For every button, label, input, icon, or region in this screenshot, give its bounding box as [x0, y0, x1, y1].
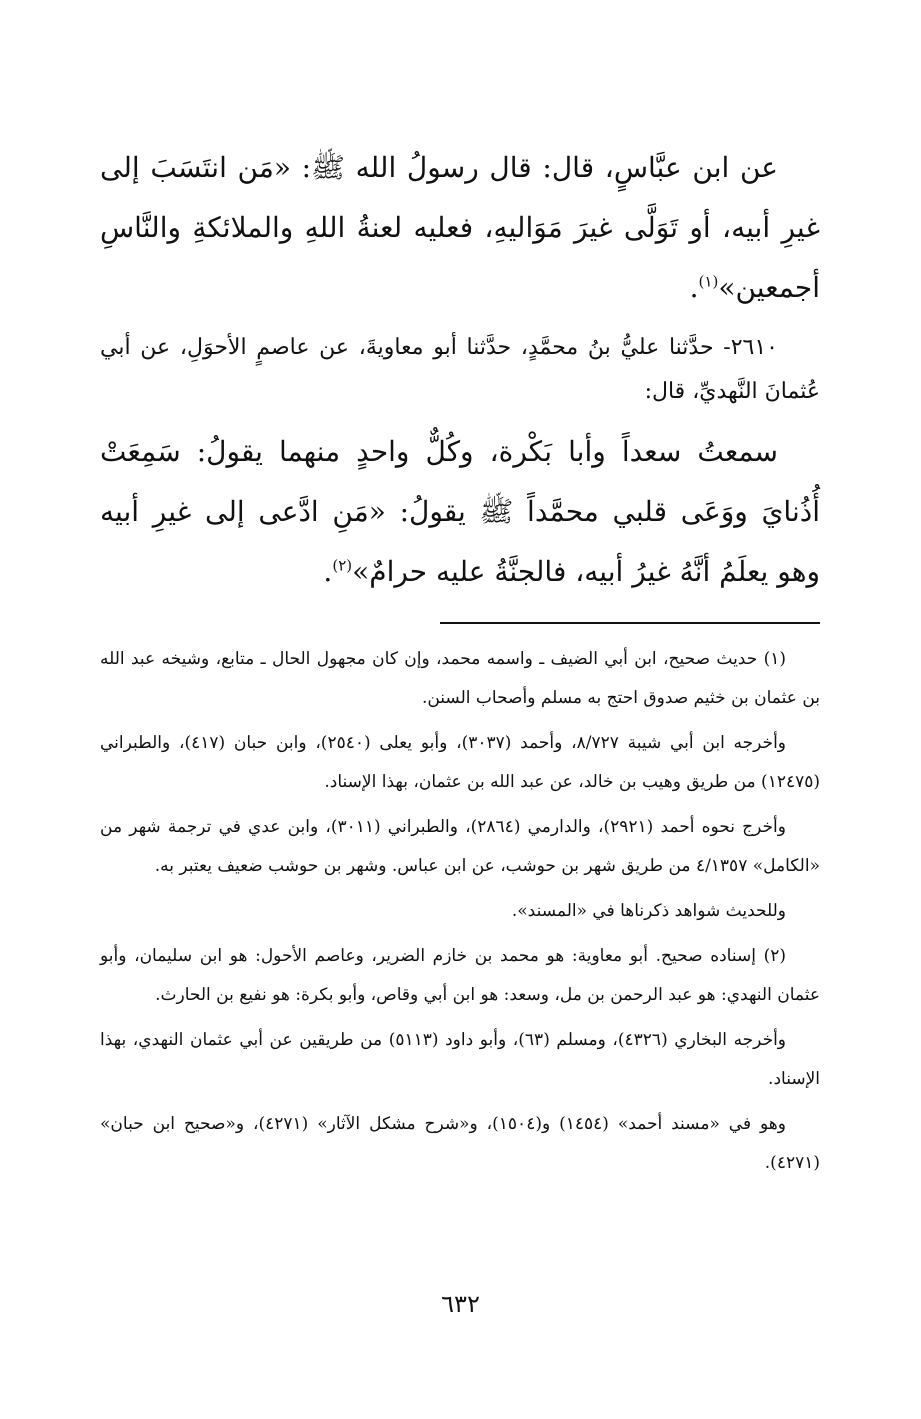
footnote-ref-1[interactable]: (١)	[698, 272, 719, 291]
footnote-ref-2[interactable]: (٢)	[332, 556, 353, 575]
footnote-paragraph: وأخرج نحوه أحمد (٢٩٢١)، والدارمي (٢٨٦٤)، والطبراني (٣٠١١)، وابن عدي في ترجمة شهر من «الكامل» ٤/١٣٥٧ من طريق شهر بن حوشب، عن ابن عباس. وشهر بن حوشب ضعيف يعتبر به.	[100, 817, 820, 876]
footnote-paragraph: وأخرجه ابن أبي شيبة ٨/٧٢٧، وأحمد (٣٠٣٧)، وأبو يعلى (٢٥٤٠)، وابن حبان (٤١٧)، والطبراني (١٢٤٧٥) من طريق وهيب بن خالد، عن عبد الله بن عثمان، بهذا الإسناد.	[100, 733, 820, 792]
footnote-paragraph: وللحديث شواهد ذكرناها في «المسند».	[511, 901, 786, 921]
hadith-text-2-body: سمعتُ سعداً وأبا بَكْرة، وكُلٌّ واحدٍ منهما يقولُ: سَمِعَتْ أُذُنايَ ووَعَى قلبي محمَّداً ﷺ يقولُ: «مَنِ ادَّعى إلى غيرِ أبيه وهو يعلَمُ أنَّهُ غيرُ أبيه، فالجنَّةُ عليه حرامٌ»	[100, 435, 820, 588]
footnotes	[100, 640, 820, 1183]
hadith-chain-2610: ٢٦١٠- حدَّثنا عليُّ بنُ محمَّدٍ، حدَّثنا أبو معاويةَ، عن عاصمٍ الأحوَلِ، عن أبي عُثمانَ النَّهديِّ، قال:	[100, 335, 820, 404]
footnote-paragraph: وهو في «مسند أحمد» (١٤٥٤) و(١٥٠٤)، و«شرح مشكل الآثار» (٤٢٧١)، و«صحيح ابن حبان» (٤٢٧١).	[100, 1114, 820, 1173]
hadith-text-1	[100, 138, 820, 318]
hadith-text-2-end: .	[323, 555, 333, 588]
main-text-2	[100, 422, 820, 602]
page-number: ٦٣٢	[441, 1290, 480, 1318]
footnote-paragraph: وأخرجه البخاري (٤٣٢٦)، ومسلم (٦٣)، وأبو داود (٥١١٣) من طريقين عن أبي عثمان النهدي، بهذا الإسناد.	[100, 1030, 820, 1089]
footnote-paragraph: (١) حديث صحيح، ابن أبي الضيف ـ واسمه محمد، وإن كان مجهول الحال ـ متابع، وشيخه عبد الله بن عثمان بن خثيم صدوق احتج به مسلم وأصحاب السنن.	[100, 649, 820, 708]
footnote-paragraph: (٢) إسناده صحيح. أبو معاوية: هو محمد بن خازم الضرير، وعاصم الأحول: هو ابن سليمان، وأبو عثمان النهدي: هو عبد الرحمن بن مل، وسعد: هو ابن أبي وقاص، وأبو بكرة: هو نفيع بن الحارث.	[100, 946, 820, 1005]
main-text	[100, 138, 820, 318]
hadith-text-2	[100, 422, 820, 602]
footnote-divider	[440, 622, 820, 624]
hadith-text-1-end: .	[689, 271, 699, 304]
page-body	[100, 138, 820, 1189]
hadith-text-1-body: عن ابن عبَّاسٍ، قال: قال رسولُ الله ﷺ: «مَن انتَسَبَ إلى غيرِ أبيه، أو تَوَلَّى غيرَ مَوَاليهِ، فعليه لعنةُ اللهِ والملائكةِ والنَّاسِ أجمعين»	[100, 151, 820, 304]
